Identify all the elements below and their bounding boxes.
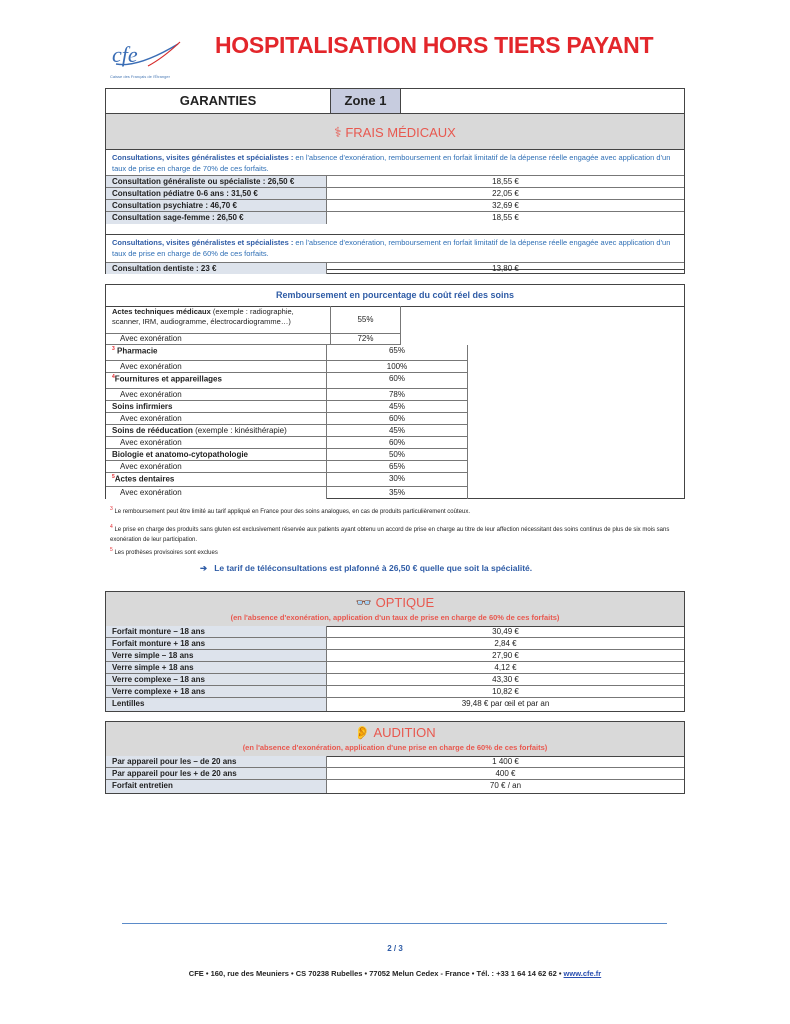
cell-label: Par appareil pour les + de 20 ans [106,768,327,779]
cell-value: 60% [388,414,405,423]
cell-label: Consultation généraliste ou spécialiste : 26,50 € [106,176,327,187]
optique-box [105,591,685,712]
table-row [106,674,684,686]
optique-header [106,592,684,627]
table-row [106,756,684,768]
cell-label: Biologie et anatomo-cytopathologie [106,449,327,460]
block1-table [106,175,684,224]
table-row [106,638,684,650]
cell-value: 45% [388,426,405,435]
footnote-5 [110,547,680,556]
cell-value: 4,12 € [494,663,517,672]
block1-intro-text: en l'absence d'exonération, remboursement en forfait limitatif de la dépense réelle engagée avec application d'un taux de prise en charge de 70% de ces forfaits. [112,153,671,173]
cell-label [106,473,327,486]
frais-medicaux-title: FRAIS MÉDICAUX [345,125,456,140]
teleconsult-note [200,563,532,574]
table-row [106,373,467,389]
cell-label: Pharmacie [117,346,158,356]
cell-value: 78% [388,390,405,399]
caduceus-icon: ⚕ [334,124,342,140]
cell-label: Consultation pédiatre 0-6 ans : 31,50 € [106,188,327,199]
table-row [106,413,467,425]
footnote-4 [110,522,680,545]
cell-value: 30,49 € [492,627,519,636]
cell-label: Le prise en charge des produits sans gluten est exclusivement réservée aux patients ayant obtenu un accord de prise en charge au titre de leur affection nécessitant des soins continus de plus de six mois sans exonération de leur participation. [110,527,670,543]
cell-label: Verre simple + 18 ans [106,662,327,673]
cell-label: Soins infirmiers [106,401,327,412]
cell-value: 100% [386,362,408,371]
table-row [106,401,467,413]
cell-label: Lentilles [106,698,327,711]
block2-intro [106,235,684,262]
audition-subtitle: (en l'absence d'exonération, application d'une prise en charge de 60% de ces forfaits) [242,743,548,752]
table-row [106,262,684,274]
cell-value: 60% [388,438,405,447]
block2-intro-text: en l'absence d'exonération, remboursement en forfait limitatif de la dépense réelle engagée avec application d'un taux de prise en charge de 60% de ces forfaits. [112,238,671,258]
cell-label: Les prothèses provisoires sont exclues [114,550,218,556]
cell-label [106,425,327,436]
table-row [106,425,467,437]
cell-value: 43,30 € [492,675,519,684]
table-row [106,361,467,373]
table-row [106,345,467,361]
cell-label: Consultation sage-femme : 26,50 € [106,212,327,224]
cell-label [106,345,327,360]
actes-exo-label: Avec exonération [106,334,331,345]
remboursement-table [106,345,468,499]
footnote-ref: 4 [112,374,115,380]
block2-box [105,234,685,274]
logo-subtitle: Caisse des Français de l'Étranger [110,74,170,79]
cell-label: Avec exonération [106,437,327,448]
table-row [106,626,684,638]
cell-value: 30% [388,474,405,483]
cell-value: 13,80 € [492,264,519,273]
logo-text: cfe [112,42,138,67]
optique-table [106,626,684,712]
table-row [106,662,684,674]
cell-label: (exemple : kinésithérapie) [192,426,287,435]
cell-label: Actes dentaires [114,474,175,484]
footer-divider [122,923,667,924]
cell-label [106,373,327,388]
cell-value: 35% [388,488,405,497]
cell-label: Avec exonération [106,389,327,400]
cell-label: Consultation psychiatre : 46,70 € [106,200,327,211]
table-row [106,698,684,711]
glasses-icon: 👓 [355,595,373,610]
cell-label: Actes techniques médicaux [112,307,211,316]
cell-value: 70 € / an [489,781,522,790]
table-row [106,212,684,224]
cell-value: 18,55 € [492,213,519,222]
remboursement-box [105,284,685,499]
cell-value: 400 € [495,769,516,778]
cell-label: Le tarif de téléconsultations est plafonné à 26,50 € quelle que soit la spécialité. [214,563,533,573]
cell-label: Consultation dentiste : 23 € [106,263,327,274]
cell-label: Fournitures et appareillages [114,374,222,384]
cell-value: 10,82 € [492,687,519,696]
block1-intro-bold: Consultations, visites généralistes et spécialistes : [112,153,294,162]
frais-medicaux-header [106,113,684,150]
zone-label: Zone 1 [331,89,401,113]
table-row [106,650,684,662]
cell-label: Par appareil pour les – de 20 ans [106,756,327,767]
cell-label: CFE • 160, rue des Meuniers • CS 70238 Rubelles • 77052 Melun Cedex - France • Tél. : +33 1 64 14 62 62 • [188,969,564,978]
cell-label: Forfait monture + 18 ans [106,638,327,649]
cell-label: Forfait entretien [106,780,327,793]
cell-label: Forfait monture – 18 ans [106,626,327,637]
page-number: 2 / 3 [387,944,403,953]
cell-label: (exemple : radiographie, scanner, IRM, audiogramme, électrocardiogramme…) [112,307,294,326]
website-link[interactable]: www.cfe.fr [563,969,602,978]
cell-label: Avec exonération [106,413,327,424]
table-row [106,449,467,461]
cell-label: Verre complexe + 18 ans [106,686,327,697]
table-row [106,200,684,212]
cell-label: Verre simple – 18 ans [106,650,327,661]
block1-intro [106,149,684,175]
table-row [106,389,467,401]
table-row [106,461,467,473]
table-row [106,686,684,698]
actes-techniques-value: 55% [331,306,401,334]
cell-value: 27,90 € [492,651,519,660]
table-row [106,437,467,449]
table-row [106,768,684,780]
audition-box [105,721,685,794]
audition-table [106,756,684,794]
actes-exo-value: 72% [331,334,401,345]
cell-value: 1 400 € [492,757,519,766]
cell-value: 22,05 € [492,189,519,198]
cell-label: Avec exonération [106,487,327,499]
footer-address [0,969,790,978]
arrow-right-icon: ➔ [200,563,208,573]
footnote-ref: 5 [112,474,115,480]
optique-subtitle: (en l'absence d'exonération, application d'un taux de prise en charge de 60% de ces forfaits) [230,613,560,622]
footnote-ref: 5 [110,547,113,553]
footnote-ref: 3 [112,346,115,352]
footnote-ref: 3 [110,506,113,512]
cell-value: 45% [388,402,405,411]
cell-value: 50% [388,450,405,459]
block2-intro-bold: Consultations, visites généralistes et spécialistes : [112,238,294,247]
cell-value: 32,69 € [492,201,519,210]
cell-value: 2,84 € [494,639,517,648]
cell-label: Verre complexe – 18 ans [106,674,327,685]
table-row [106,780,684,793]
table-row [106,188,684,200]
ear-icon: 👂 [354,725,371,740]
page-title: HOSPITALISATION HORS TIERS PAYANT [215,32,654,58]
table-row [106,473,467,487]
cell-label: Le remboursement peut être limité au tarif appliqué en France pour des soins analogues, en cas de produits particulièrement coûteux. [114,509,470,515]
footnote-3 [110,506,680,515]
cell-value: 60% [388,374,405,383]
audition-header [106,722,684,757]
cell-label: Avec exonération [106,461,327,472]
cell-value: 18,55 € [492,177,519,186]
cell-value: 65% [388,462,405,471]
garanties-label: GARANTIES [106,89,331,113]
optique-title: OPTIQUE [375,595,435,610]
footnote-ref: 4 [110,524,113,530]
table-row [106,176,684,188]
cell-label: Avec exonération [106,361,327,372]
table-row [106,487,467,499]
remboursement-title: Remboursement en pourcentage du coût réel des soins [106,285,684,307]
actes-techniques-label [106,306,331,334]
cell-label: Soins de rééducation [112,426,193,435]
audition-title: AUDITION [373,725,436,740]
cell-value: 39,48 € par œil et par an [461,699,550,708]
cell-value: 65% [388,346,405,355]
